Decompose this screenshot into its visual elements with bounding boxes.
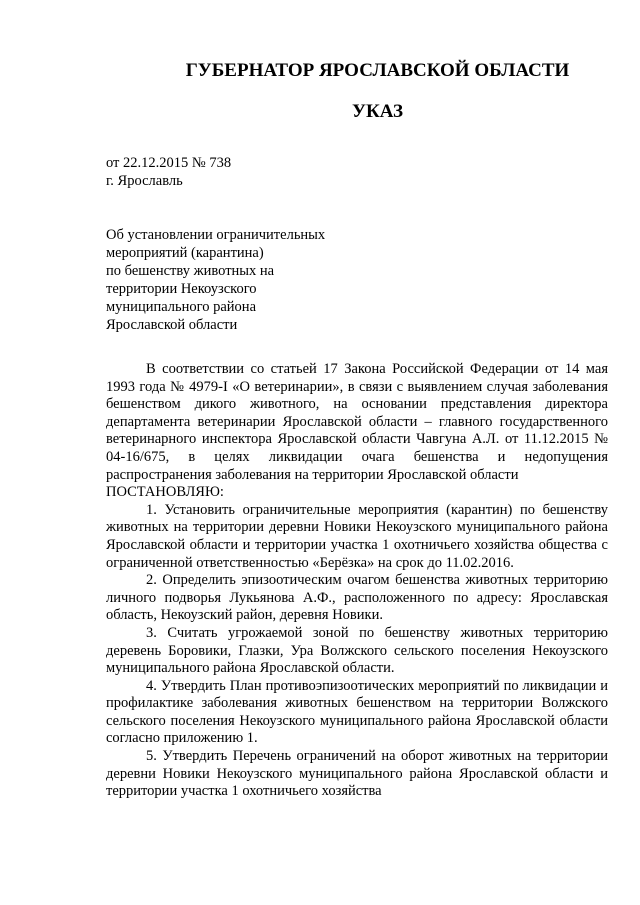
document-body	[106, 361, 608, 801]
issuing-authority-title: ГУБЕРНАТОР ЯРОСЛАВСКОЙ ОБЛАСТИ	[185, 60, 570, 81]
subject-line: территории Некоузского	[106, 281, 257, 297]
subject-line: мероприятий (карантина)	[106, 245, 264, 261]
decree-item: 2. Определить эпизоотическим очагом бешенства животных территорию личного подворья Лукьянова А.Ф., расположенного по адресу: Ярославская область, Некоузский район, деревня Новики.	[106, 572, 608, 624]
subject-line: по бешенству животных на	[106, 263, 275, 279]
decree-item: 5. Утвердить Перечень ограничений на оборот животных на территории деревни Новики Некоузского муниципального района Ярославской области и территории участка 1 охотничьего хозяйства	[106, 748, 608, 800]
document-type-title: УКАЗ	[352, 101, 403, 122]
decree-item: 1. Установить ограничительные мероприятия (карантин) по бешенству животных на территории деревни Новики Некоузского муниципального района Ярославской области и территории участка 1 охотничьего хозяйства общества с ограниченной ответственностью «Берёзка» на срок до 11.02.2016.	[106, 501, 608, 571]
subject-line: Об установлении ограничительных	[106, 227, 326, 243]
subject-line: Ярославской области	[106, 317, 238, 333]
decree-item: 3. Считать угрожаемой зоной по бешенству животных территорию деревень Боровики, Глазки, Ура Волжского сельского поселения Некоузского муниципального района Ярославской области.	[106, 624, 608, 677]
decree-word: ПОСТАНОВЛЯЮ:	[106, 484, 224, 501]
document-city: г. Ярославль	[106, 173, 183, 189]
document-date-number: от 22.12.2015 № 738	[106, 155, 232, 171]
decree-item: 4. Утвердить План противоэпизоотических мероприятий по ликвидации и профилактике заболевания животных бешенством на территории Волжского сельского поселения Некоузского муниципального района Ярославской области согласно приложению 1.	[106, 677, 608, 747]
preamble-paragraph: В соответствии со статьей 17 Закона Российской Федерации от 14 мая 1993 года № 4979-I «О ветеринарии», в связи с выявлением случая заболевания бешенством дикого животного, на основании представления директора департамента ветеринарии Ярославской области – главного государственного ветеринарного инспектора Ярославской области Чавгуна А.Л. от 11.12.2015 № 04-16/675, в целях ликвидации очага бешенства и недопущения распространения заболевания на территории Ярославской области	[106, 361, 608, 483]
subject-line: муниципального района	[106, 299, 256, 315]
